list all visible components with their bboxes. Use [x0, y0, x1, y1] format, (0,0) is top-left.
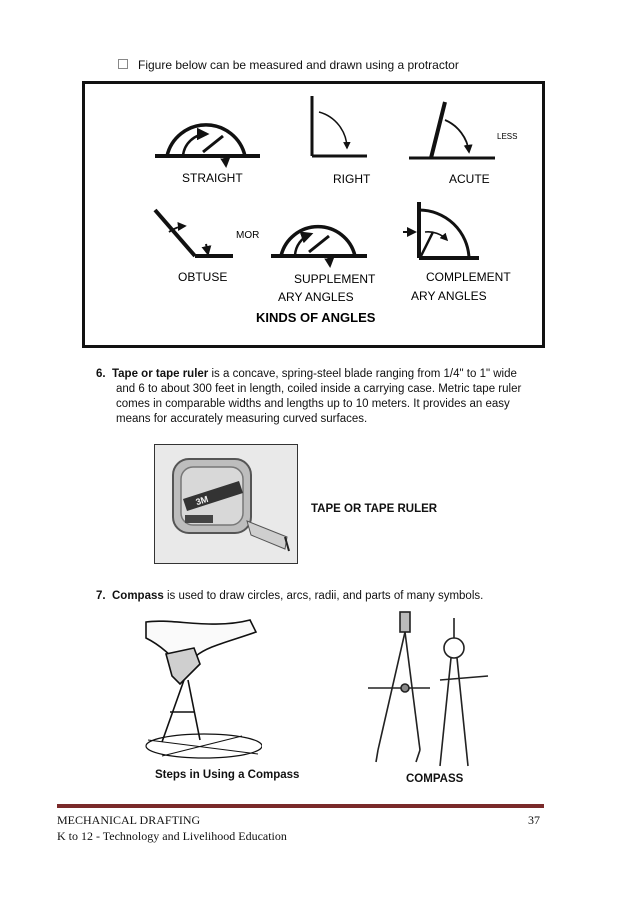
- acute-angle-drawing: [409, 102, 495, 158]
- compass-caption: COMPASS: [406, 773, 464, 785]
- footer-subject: MECHANICAL DRAFTING: [57, 813, 201, 827]
- item6-term: Tape or tape ruler: [111, 368, 209, 380]
- label-mor: MOR: [236, 230, 260, 241]
- compass-steps-caption: Steps in Using a Compass: [155, 769, 300, 781]
- figure-title: KINDS OF ANGLES: [256, 310, 376, 325]
- label-acute: ACUTE: [449, 172, 490, 186]
- obtuse-angle-drawing: [155, 210, 233, 256]
- compass-illustration: [358, 610, 498, 770]
- footer-divider: [57, 804, 544, 808]
- item7-term: Compass: [111, 590, 164, 602]
- item6-line1: is a concave, spring-steel blade ranging from 1/4" to 1" wide: [208, 368, 517, 380]
- footer-course: K to 12 - Technology and Livelihood Education: [57, 829, 287, 843]
- label-right: RIGHT: [333, 172, 371, 186]
- square-bullet-icon: [118, 59, 128, 69]
- label-straight: STRAIGHT: [182, 171, 243, 185]
- label-obtuse: OBTUSE: [178, 270, 228, 284]
- label-complement-2: ARY ANGLES: [411, 289, 487, 303]
- item6-line4: means for accurately measuring curved surfaces.: [116, 413, 368, 425]
- compass-usage-illustration: [132, 612, 262, 762]
- intro-line: [118, 58, 459, 72]
- item6-line2: and 6 to about 300 feet in length, coiled inside a carrying case. Metric tape ruler: [116, 383, 522, 395]
- label-supplement-2: ARY ANGLES: [278, 290, 354, 304]
- item7-number: 7.: [96, 590, 106, 602]
- intro-text: Figure below can be measured and drawn using a protractor: [138, 58, 459, 72]
- compass-description: [96, 589, 536, 604]
- right-angle-drawing: [312, 96, 367, 156]
- label-supplement-1: SUPPLEMENT: [294, 272, 376, 286]
- tape-ruler-caption: TAPE OR TAPE RULER: [311, 503, 438, 515]
- page-number: 37: [528, 813, 540, 827]
- item6-line3: comes in comparable widths and lengths up to 10 meters. It provides an easy: [116, 398, 510, 410]
- complementary-angle-drawing: [403, 202, 479, 258]
- angles-diagram: [85, 84, 542, 345]
- tape-brand-text: 3M: [194, 493, 210, 508]
- tape-ruler-image: [154, 444, 298, 564]
- straight-angle-drawing: [155, 125, 260, 166]
- label-less: LESS: [497, 132, 518, 141]
- item6-number: 6.: [96, 368, 106, 380]
- tape-ruler-description: [96, 367, 536, 427]
- item7-text: is used to draw circles, arcs, radii, and parts of many symbols.: [163, 590, 484, 602]
- angles-figure: [82, 81, 545, 348]
- label-complement-1: COMPLEMENT: [426, 270, 511, 284]
- supplementary-angle-drawing: [271, 227, 367, 266]
